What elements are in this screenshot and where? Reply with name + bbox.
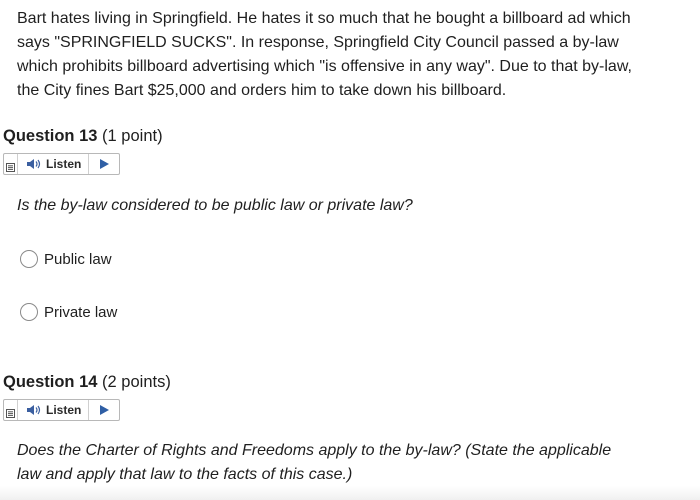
play-button[interactable] (89, 400, 119, 420)
question-13-title (3, 126, 683, 146)
question-14-points: (2 points) (102, 373, 171, 391)
listen-button[interactable] (18, 154, 89, 174)
question-14 (3, 372, 683, 483)
play-icon (100, 159, 109, 169)
listen-widget-q13 (3, 153, 120, 175)
play-button[interactable] (89, 154, 119, 174)
listen-widget-q14 (3, 399, 120, 421)
readspeaker-menu-icon[interactable] (4, 400, 18, 420)
option-public-law[interactable] (20, 250, 112, 268)
question-13-prompt: Is the by-law considered to be public law or private law? (17, 197, 413, 214)
speaker-icon (26, 404, 42, 416)
question-13 (3, 126, 683, 321)
bottom-edge (0, 486, 700, 500)
play-icon (100, 405, 109, 415)
listen-label: Listen (46, 157, 82, 171)
question-14-title (3, 372, 683, 392)
radio-private-law[interactable] (20, 303, 38, 321)
question-13-points: (1 point) (102, 127, 163, 145)
radio-public-law[interactable] (20, 250, 38, 268)
listen-button[interactable] (18, 400, 89, 420)
option-public-law-label: Public law (44, 250, 112, 268)
listen-label: Listen (46, 403, 82, 417)
question-13-label: Question 13 (3, 127, 98, 145)
question-14-label: Question 14 (3, 373, 98, 391)
option-private-law[interactable] (20, 303, 117, 321)
scenario-text: Bart hates living in Springfield. He hates it so much that he bought a billboard ad which says "SPRINGFIELD SUCKS". In response, Springfield City Council passed a by-law which prohibits billboard advertising which "is offensive in any way". Due to that by-law, the City fines Bart $25,000 and orders him to take down his billboard. (17, 10, 632, 99)
question-14-prompt: Does the Charter of Rights and Freedoms apply to the by-law? (State the applicable law and apply that law to the facts of this case.) (17, 442, 612, 483)
speaker-icon (26, 158, 42, 170)
option-private-law-label: Private law (44, 303, 118, 321)
readspeaker-menu-icon[interactable] (4, 154, 18, 174)
